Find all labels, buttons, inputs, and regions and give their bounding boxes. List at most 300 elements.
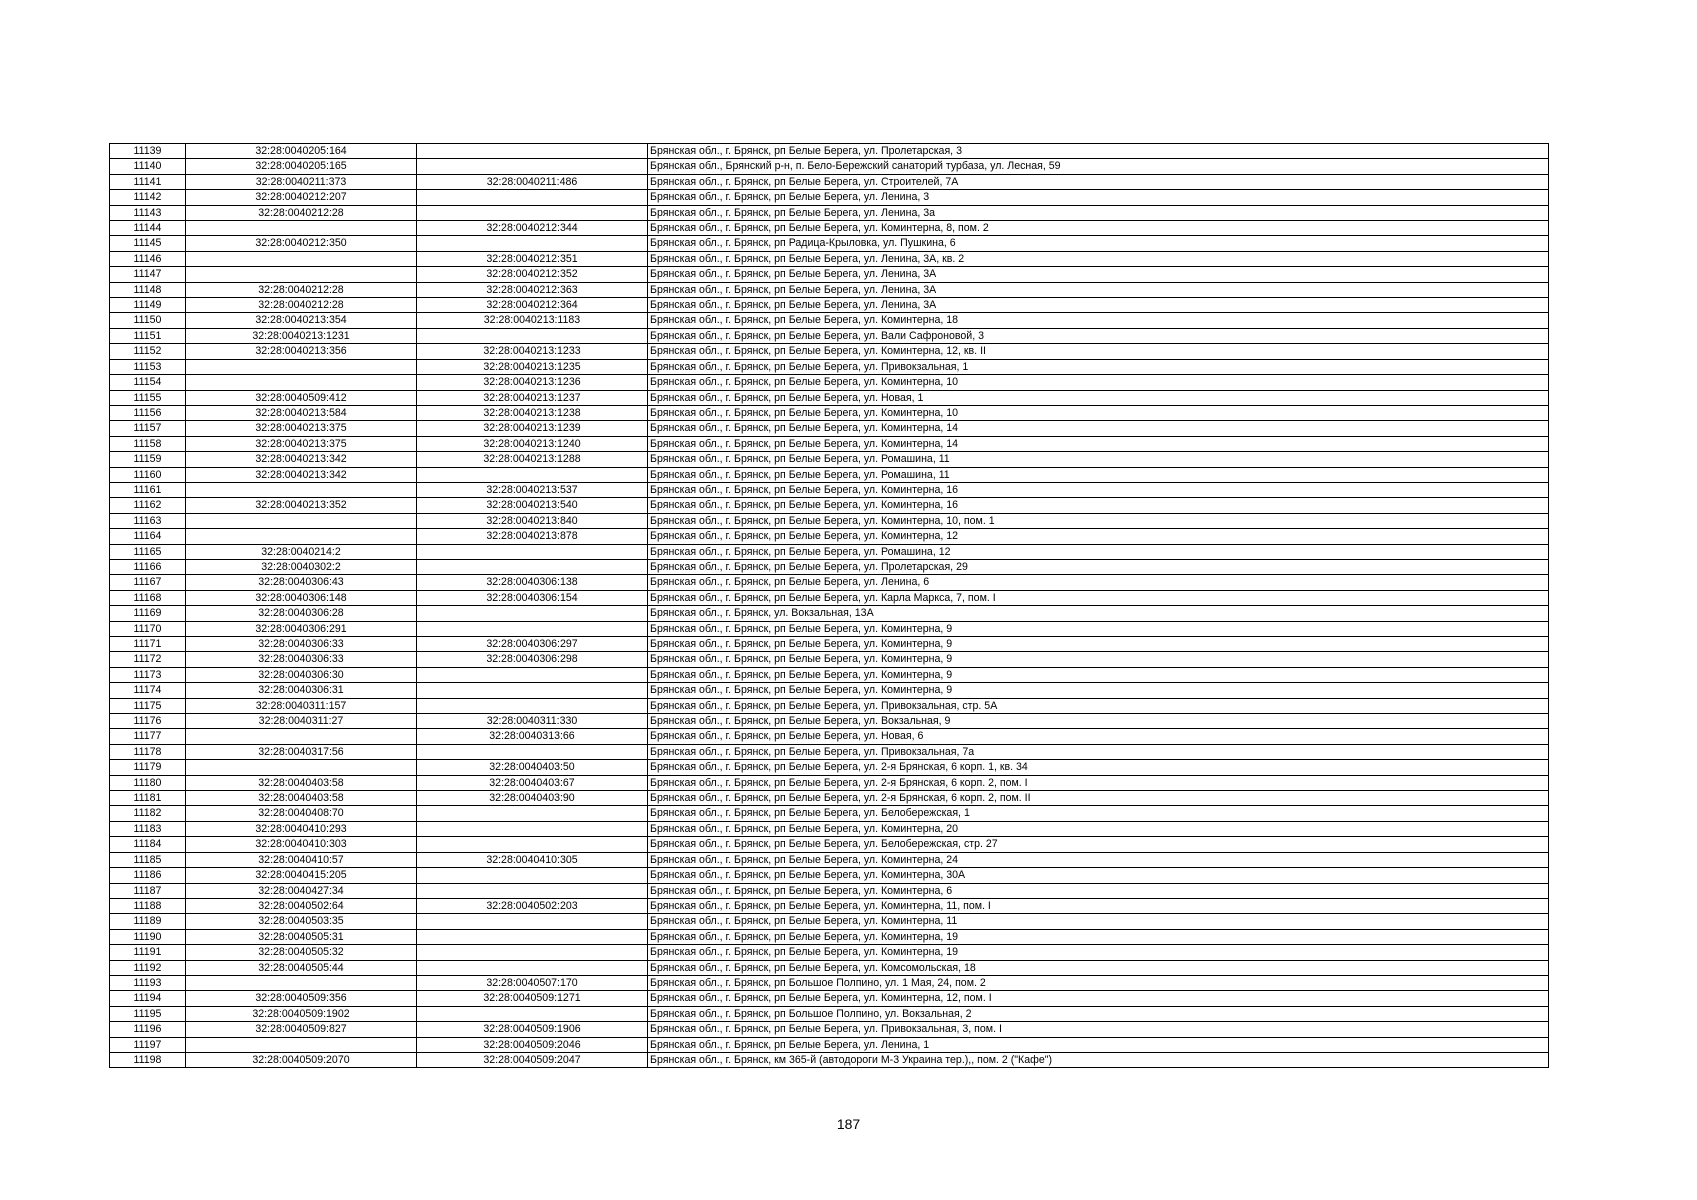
row-number-cell: 11189 [110, 914, 186, 929]
row-number-cell: 11187 [110, 883, 186, 898]
table-row [110, 714, 1549, 729]
related-cadastral-number-cell: 32:28:0040403:50 [417, 760, 648, 775]
address-cell: Брянская обл., г. Брянск, рп Белые Берега, ул. Коминтерна, 9 [648, 683, 1549, 698]
table-row [110, 898, 1549, 913]
address-cell: Брянская обл., г. Брянск, рп Белые Берега, ул. Ромашина, 11 [648, 467, 1549, 482]
table-row [110, 791, 1549, 806]
row-number-cell: 11163 [110, 513, 186, 528]
row-number-cell: 11144 [110, 221, 186, 236]
related-cadastral-number-cell: 32:28:0040213:1238 [417, 405, 648, 420]
cadastral-number-cell: 32:28:0040505:32 [186, 945, 417, 960]
row-number-cell: 11190 [110, 929, 186, 944]
row-number-cell: 11159 [110, 452, 186, 467]
address-cell: Брянская обл., г. Брянск, рп Белые Берега, ул. Коминтерна, 6 [648, 883, 1549, 898]
related-cadastral-number-cell [417, 960, 648, 975]
address-cell: Брянская обл., г. Брянск, рп Белые Берега, ул. Коминтерна, 9 [648, 621, 1549, 636]
cadastral-number-cell: 32:28:0040213:1231 [186, 328, 417, 343]
cadastral-number-cell [186, 375, 417, 390]
related-cadastral-number-cell: 32:28:0040213:540 [417, 498, 648, 513]
table-row [110, 868, 1549, 883]
address-cell: Брянская обл., г. Брянск, рп Белые Берега, ул. Коминтерна, 18 [648, 313, 1549, 328]
table-row [110, 1037, 1549, 1052]
row-number-cell: 11198 [110, 1052, 186, 1067]
address-cell: Брянская обл., г. Брянск, рп Белые Берега, ул. Коминтерна, 20 [648, 821, 1549, 836]
cadastral-number-cell [186, 729, 417, 744]
cadastral-number-cell: 32:28:0040212:28 [186, 282, 417, 297]
cadastral-number-cell: 32:28:0040306:30 [186, 667, 417, 682]
address-cell: Брянская обл., г. Брянск, рп Белые Берега, ул. Коминтерна, 10, пом. 1 [648, 513, 1549, 528]
cadastral-number-cell: 32:28:0040403:58 [186, 791, 417, 806]
table-row [110, 298, 1549, 313]
registry-table [109, 143, 1549, 1068]
address-cell: Брянская обл., г. Брянск, рп Белые Берега, ул. 2-я Брянская, 6 корп. 1, кв. 34 [648, 760, 1549, 775]
cadastral-number-cell: 32:28:0040509:1902 [186, 1006, 417, 1021]
table-row [110, 929, 1549, 944]
table-row [110, 883, 1549, 898]
address-cell: Брянская обл., г. Брянск, рп Белые Берега, ул. Коминтерна, 16 [648, 482, 1549, 497]
address-cell: Брянская обл., г. Брянск, рп Белые Берега, ул. Ленина, 3А [648, 298, 1549, 313]
address-cell: Брянская обл., г. Брянск, рп Белые Берега, ул. Белобережская, стр. 27 [648, 837, 1549, 852]
cadastral-number-cell [186, 975, 417, 990]
address-cell: Брянская обл., г. Брянск, рп Белые Берега, ул. Коминтерна, 19 [648, 945, 1549, 960]
cadastral-number-cell: 32:28:0040505:44 [186, 960, 417, 975]
table-row [110, 467, 1549, 482]
row-number-cell: 11154 [110, 375, 186, 390]
cadastral-number-cell: 32:28:0040212:28 [186, 205, 417, 220]
related-cadastral-number-cell [417, 205, 648, 220]
cadastral-number-cell: 32:28:0040317:56 [186, 744, 417, 759]
row-number-cell: 11143 [110, 205, 186, 220]
table-row [110, 452, 1549, 467]
related-cadastral-number-cell: 32:28:0040213:1240 [417, 436, 648, 451]
table-row [110, 806, 1549, 821]
table-row [110, 575, 1549, 590]
cadastral-number-cell: 32:28:0040306:43 [186, 575, 417, 590]
row-number-cell: 11164 [110, 529, 186, 544]
cadastral-number-cell [186, 529, 417, 544]
cadastral-number-cell: 32:28:0040213:352 [186, 498, 417, 513]
row-number-cell: 11191 [110, 945, 186, 960]
related-cadastral-number-cell [417, 159, 648, 174]
address-cell: Брянская обл., г. Брянск, рп Белые Берега, ул. Ленина, 6 [648, 575, 1549, 590]
row-number-cell: 11157 [110, 421, 186, 436]
table-row [110, 975, 1549, 990]
related-cadastral-number-cell: 32:28:0040306:138 [417, 575, 648, 590]
address-cell: Брянская обл., г. Брянск, рп Белые Берега, ул. Коминтерна, 12, пом. I [648, 991, 1549, 1006]
address-cell: Брянская обл., г. Брянск, рп Белые Берега, ул. Ромашина, 11 [648, 452, 1549, 467]
row-number-cell: 11179 [110, 760, 186, 775]
related-cadastral-number-cell [417, 621, 648, 636]
related-cadastral-number-cell: 32:28:0040509:2047 [417, 1052, 648, 1067]
cadastral-number-cell: 32:28:0040213:375 [186, 436, 417, 451]
related-cadastral-number-cell [417, 837, 648, 852]
related-cadastral-number-cell [417, 883, 648, 898]
cadastral-number-cell: 32:28:0040503:35 [186, 914, 417, 929]
related-cadastral-number-cell [417, 559, 648, 574]
row-number-cell: 11147 [110, 267, 186, 282]
related-cadastral-number-cell: 32:28:0040212:364 [417, 298, 648, 313]
address-cell: Брянская обл., г. Брянск, рп Белые Берега, ул. Вокзальная, 9 [648, 714, 1549, 729]
row-number-cell: 11156 [110, 405, 186, 420]
table-row [110, 174, 1549, 189]
table-row [110, 529, 1549, 544]
related-cadastral-number-cell: 32:28:0040509:2046 [417, 1037, 648, 1052]
related-cadastral-number-cell: 32:28:0040212:363 [417, 282, 648, 297]
related-cadastral-number-cell: 32:28:0040313:66 [417, 729, 648, 744]
row-number-cell: 11139 [110, 144, 186, 159]
row-number-cell: 11180 [110, 775, 186, 790]
cadastral-number-cell: 32:28:0040311:27 [186, 714, 417, 729]
table-row [110, 852, 1549, 867]
cadastral-number-cell: 32:28:0040306:291 [186, 621, 417, 636]
address-cell: Брянская обл., г. Брянск, рп Белые Берега, ул. Ленина, 3А [648, 267, 1549, 282]
table-row [110, 1052, 1549, 1067]
row-number-cell: 11177 [110, 729, 186, 744]
cadastral-number-cell: 32:28:0040213:375 [186, 421, 417, 436]
address-cell: Брянская обл., г. Брянск, рп Белые Берега, ул. Коминтерна, 14 [648, 421, 1549, 436]
row-number-cell: 11155 [110, 390, 186, 405]
related-cadastral-number-cell: 32:28:0040213:840 [417, 513, 648, 528]
address-cell: Брянская обл., г. Брянск, рп Белые Берега, ул. Коминтерна, 10 [648, 405, 1549, 420]
table-row [110, 652, 1549, 667]
address-cell: Брянская обл., г. Брянск, рп Белые Берега, ул. Коминтерна, 12 [648, 529, 1549, 544]
address-cell: Брянская обл., г. Брянск, рп Белые Берега, ул. Коминтерна, 8, пом. 2 [648, 221, 1549, 236]
table-row [110, 991, 1549, 1006]
row-number-cell: 11184 [110, 837, 186, 852]
related-cadastral-number-cell: 32:28:0040213:1237 [417, 390, 648, 405]
cadastral-number-cell: 32:28:0040213:584 [186, 405, 417, 420]
address-cell: Брянская обл., г. Брянск, рп Белые Берега, ул. Комсомольская, 18 [648, 960, 1549, 975]
related-cadastral-number-cell [417, 236, 648, 251]
address-cell: Брянская обл., г. Брянск, рп Белые Берега, ул. Белобережская, 1 [648, 806, 1549, 821]
address-cell: Брянская обл., г. Брянск, рп Белые Берега, ул. Коминтерна, 24 [648, 852, 1549, 867]
cadastral-number-cell: 32:28:0040509:356 [186, 991, 417, 1006]
address-cell: Брянская обл., г. Брянск, рп Белые Берега, ул. Коминтерна, 11, пом. I [648, 898, 1549, 913]
row-number-cell: 11185 [110, 852, 186, 867]
table-row [110, 1022, 1549, 1037]
related-cadastral-number-cell [417, 683, 648, 698]
related-cadastral-number-cell [417, 945, 648, 960]
cadastral-number-cell: 32:28:0040410:293 [186, 821, 417, 836]
cadastral-number-cell: 32:28:0040306:28 [186, 606, 417, 621]
related-cadastral-number-cell: 32:28:0040509:1906 [417, 1022, 648, 1037]
address-cell: Брянская обл., г. Брянск, рп Белые Берега, ул. Привокзальная, 3, пом. I [648, 1022, 1549, 1037]
cadastral-number-cell: 32:28:0040427:34 [186, 883, 417, 898]
address-cell: Брянская обл., г. Брянск, рп Белые Берега, ул. 2-я Брянская, 6 корп. 2, пом. I [648, 775, 1549, 790]
related-cadastral-number-cell: 32:28:0040212:352 [417, 267, 648, 282]
cadastral-number-cell: 32:28:0040509:827 [186, 1022, 417, 1037]
cadastral-number-cell: 32:28:0040311:157 [186, 698, 417, 713]
address-cell: Брянская обл., г. Брянск, рп Белые Берега, ул. 2-я Брянская, 6 корп. 2, пом. II [648, 791, 1549, 806]
related-cadastral-number-cell: 32:28:0040306:298 [417, 652, 648, 667]
address-cell: Брянская обл., г. Брянск, рп Белые Берега, ул. Коминтерна, 30А [648, 868, 1549, 883]
related-cadastral-number-cell [417, 698, 648, 713]
cadastral-number-cell [186, 267, 417, 282]
related-cadastral-number-cell [417, 929, 648, 944]
row-number-cell: 11193 [110, 975, 186, 990]
related-cadastral-number-cell [417, 144, 648, 159]
address-cell: Брянская обл., г. Брянск, рп Белые Берега, ул. Коминтерна, 10 [648, 375, 1549, 390]
table-row [110, 683, 1549, 698]
related-cadastral-number-cell [417, 868, 648, 883]
row-number-cell: 11171 [110, 637, 186, 652]
cadastral-number-cell: 32:28:0040306:33 [186, 652, 417, 667]
address-cell: Брянская обл., г. Брянск, рп Большое Полпино, ул. Вокзальная, 2 [648, 1006, 1549, 1021]
table-row [110, 729, 1549, 744]
table-row [110, 421, 1549, 436]
row-number-cell: 11148 [110, 282, 186, 297]
related-cadastral-number-cell [417, 328, 648, 343]
address-cell: Брянская обл., г. Брянск, рп Белые Берега, ул. Пролетарская, 29 [648, 559, 1549, 574]
row-number-cell: 11169 [110, 606, 186, 621]
row-number-cell: 11174 [110, 683, 186, 698]
cadastral-number-cell: 32:28:0040212:207 [186, 190, 417, 205]
row-number-cell: 11196 [110, 1022, 186, 1037]
address-cell: Брянская обл., г. Брянск, рп Белые Берега, ул. Ленина, 3А, кв. 2 [648, 251, 1549, 266]
related-cadastral-number-cell [417, 544, 648, 559]
cadastral-number-cell: 32:28:0040306:33 [186, 637, 417, 652]
row-number-cell: 11152 [110, 344, 186, 359]
address-cell: Брянская обл., г. Брянск, рп Белые Берега, ул. Ленина, 3 [648, 190, 1549, 205]
related-cadastral-number-cell: 32:28:0040213:1239 [417, 421, 648, 436]
address-cell: Брянская обл., г. Брянск, рп Белые Берега, ул. Ленина, 3а [648, 205, 1549, 220]
row-number-cell: 11162 [110, 498, 186, 513]
address-cell: Брянская обл., г. Брянск, рп Большое Полпино, ул. 1 Мая, 24, пом. 2 [648, 975, 1549, 990]
table-row [110, 436, 1549, 451]
table-row [110, 945, 1549, 960]
row-number-cell: 11186 [110, 868, 186, 883]
cadastral-number-cell: 32:28:0040212:350 [186, 236, 417, 251]
address-cell: Брянская обл., г. Брянск, рп Белые Берега, ул. Коминтерна, 9 [648, 652, 1549, 667]
row-number-cell: 11194 [110, 991, 186, 1006]
related-cadastral-number-cell: 32:28:0040306:297 [417, 637, 648, 652]
row-number-cell: 11175 [110, 698, 186, 713]
address-cell: Брянская обл., г. Брянск, рп Белые Берега, ул. Ленина, 1 [648, 1037, 1549, 1052]
row-number-cell: 11141 [110, 174, 186, 189]
row-number-cell: 11182 [110, 806, 186, 821]
table-row [110, 1006, 1549, 1021]
cadastral-number-cell: 32:28:0040211:373 [186, 174, 417, 189]
related-cadastral-number-cell [417, 821, 648, 836]
related-cadastral-number-cell [417, 190, 648, 205]
address-cell: Брянская обл., г. Брянск, рп Белые Берега, ул. Коминтерна, 12, кв. II [648, 344, 1549, 359]
cadastral-number-cell: 32:28:0040410:57 [186, 852, 417, 867]
table-row [110, 375, 1549, 390]
cadastral-number-cell: 32:28:0040306:148 [186, 590, 417, 605]
row-number-cell: 11173 [110, 667, 186, 682]
related-cadastral-number-cell [417, 1006, 648, 1021]
related-cadastral-number-cell: 32:28:0040213:878 [417, 529, 648, 544]
row-number-cell: 11197 [110, 1037, 186, 1052]
related-cadastral-number-cell: 32:28:0040213:1233 [417, 344, 648, 359]
row-number-cell: 11181 [110, 791, 186, 806]
related-cadastral-number-cell: 32:28:0040211:486 [417, 174, 648, 189]
table-row [110, 667, 1549, 682]
cadastral-number-cell: 32:28:0040502:64 [186, 898, 417, 913]
row-number-cell: 11160 [110, 467, 186, 482]
cadastral-number-cell: 32:28:0040214:2 [186, 544, 417, 559]
related-cadastral-number-cell [417, 467, 648, 482]
address-cell: Брянская обл., г. Брянск, рп Белые Берега, ул. Вали Сафроновой, 3 [648, 328, 1549, 343]
table-row [110, 236, 1549, 251]
cadastral-number-cell: 32:28:0040213:342 [186, 467, 417, 482]
related-cadastral-number-cell: 32:28:0040509:1271 [417, 991, 648, 1006]
row-number-cell: 11151 [110, 328, 186, 343]
cadastral-number-cell: 32:28:0040205:165 [186, 159, 417, 174]
related-cadastral-number-cell: 32:28:0040212:344 [417, 221, 648, 236]
table-row [110, 205, 1549, 220]
address-cell: Брянская обл., г. Брянск, рп Белые Берега, ул. Привокзальная, 1 [648, 359, 1549, 374]
row-number-cell: 11158 [110, 436, 186, 451]
address-cell: Брянская обл., г. Брянск, рп Белые Берега, ул. Коминтерна, 11 [648, 914, 1549, 929]
table-row [110, 482, 1549, 497]
related-cadastral-number-cell: 32:28:0040410:305 [417, 852, 648, 867]
row-number-cell: 11170 [110, 621, 186, 636]
cadastral-number-cell: 32:28:0040205:164 [186, 144, 417, 159]
address-cell: Брянская обл., г. Брянск, рп Белые Берега, ул. Ленина, 3А [648, 282, 1549, 297]
row-number-cell: 11140 [110, 159, 186, 174]
table-row [110, 344, 1549, 359]
address-cell: Брянская обл., г. Брянск, рп Белые Берега, ул. Привокзальная, стр. 5А [648, 698, 1549, 713]
address-cell: Брянская обл., г. Брянск, рп Белые Берега, ул. Коминтерна, 16 [648, 498, 1549, 513]
cadastral-number-cell [186, 760, 417, 775]
address-cell: Брянская обл., г. Брянск, рп Радица-Крыловка, ул. Пушкина, 6 [648, 236, 1549, 251]
table-row [110, 821, 1549, 836]
table-row [110, 760, 1549, 775]
address-cell: Брянская обл., г. Брянск, км 365-й (автодороги М-3 Украина тер.),, пом. 2 ("Кафе") [648, 1052, 1549, 1067]
table-row [110, 144, 1549, 159]
related-cadastral-number-cell: 32:28:0040311:330 [417, 714, 648, 729]
row-number-cell: 11176 [110, 714, 186, 729]
cadastral-number-cell: 32:28:0040306:31 [186, 683, 417, 698]
related-cadastral-number-cell: 32:28:0040213:1236 [417, 375, 648, 390]
table-row [110, 313, 1549, 328]
table-row [110, 328, 1549, 343]
address-cell: Брянская обл., Брянский р-н, п. Бело-Бережский санаторий турбаза, ул. Лесная, 59 [648, 159, 1549, 174]
row-number-cell: 11149 [110, 298, 186, 313]
row-number-cell: 11161 [110, 482, 186, 497]
table-row [110, 698, 1549, 713]
cadastral-number-cell: 32:28:0040213:342 [186, 452, 417, 467]
table-row [110, 251, 1549, 266]
table-row [110, 513, 1549, 528]
table-row [110, 744, 1549, 759]
address-cell: Брянская обл., г. Брянск, рп Белые Берега, ул. Новая, 1 [648, 390, 1549, 405]
cadastral-number-cell: 32:28:0040509:412 [186, 390, 417, 405]
related-cadastral-number-cell [417, 744, 648, 759]
address-cell: Брянская обл., г. Брянск, рп Белые Берега, ул. Привокзальная, 7а [648, 744, 1549, 759]
table-row [110, 914, 1549, 929]
cadastral-number-cell [186, 1037, 417, 1052]
table-row [110, 606, 1549, 621]
row-number-cell: 11146 [110, 251, 186, 266]
cadastral-number-cell [186, 221, 417, 236]
row-number-cell: 11178 [110, 744, 186, 759]
table-row [110, 190, 1549, 205]
related-cadastral-number-cell: 32:28:0040213:537 [417, 482, 648, 497]
table-row [110, 282, 1549, 297]
related-cadastral-number-cell: 32:28:0040502:203 [417, 898, 648, 913]
related-cadastral-number-cell [417, 806, 648, 821]
cadastral-number-cell: 32:28:0040505:31 [186, 929, 417, 944]
address-cell: Брянская обл., г. Брянск, ул. Вокзальная, 13А [648, 606, 1549, 621]
table-row [110, 559, 1549, 574]
cadastral-number-cell [186, 513, 417, 528]
cadastral-number-cell: 32:28:0040213:356 [186, 344, 417, 359]
related-cadastral-number-cell [417, 667, 648, 682]
table-row [110, 637, 1549, 652]
row-number-cell: 11183 [110, 821, 186, 836]
table-row [110, 960, 1549, 975]
row-number-cell: 11188 [110, 898, 186, 913]
related-cadastral-number-cell [417, 914, 648, 929]
address-cell: Брянская обл., г. Брянск, рп Белые Берега, ул. Строителей, 7А [648, 174, 1549, 189]
table-row [110, 359, 1549, 374]
related-cadastral-number-cell: 32:28:0040212:351 [417, 251, 648, 266]
table-row [110, 837, 1549, 852]
cadastral-number-cell: 32:28:0040408:70 [186, 806, 417, 821]
related-cadastral-number-cell: 32:28:0040306:154 [417, 590, 648, 605]
table-row [110, 390, 1549, 405]
cadastral-number-cell [186, 359, 417, 374]
table-row [110, 590, 1549, 605]
row-number-cell: 11172 [110, 652, 186, 667]
row-number-cell: 11192 [110, 960, 186, 975]
page-number: 187 [836, 1116, 861, 1132]
address-cell: Брянская обл., г. Брянск, рп Белые Берега, ул. Коминтерна, 19 [648, 929, 1549, 944]
address-cell: Брянская обл., г. Брянск, рп Белые Берега, ул. Коминтерна, 9 [648, 667, 1549, 682]
row-number-cell: 11150 [110, 313, 186, 328]
table-row [110, 498, 1549, 513]
related-cadastral-number-cell: 32:28:0040507:170 [417, 975, 648, 990]
cadastral-number-cell: 32:28:0040302:2 [186, 559, 417, 574]
table-row [110, 544, 1549, 559]
address-cell: Брянская обл., г. Брянск, рп Белые Берега, ул. Коминтерна, 14 [648, 436, 1549, 451]
cadastral-number-cell: 32:28:0040213:354 [186, 313, 417, 328]
table-row [110, 405, 1549, 420]
address-cell: Брянская обл., г. Брянск, рп Белые Берега, ул. Коминтерна, 9 [648, 637, 1549, 652]
related-cadastral-number-cell: 32:28:0040213:1235 [417, 359, 648, 374]
address-cell: Брянская обл., г. Брянск, рп Белые Берега, ул. Новая, 6 [648, 729, 1549, 744]
related-cadastral-number-cell: 32:28:0040403:90 [417, 791, 648, 806]
row-number-cell: 11142 [110, 190, 186, 205]
registry-table-body [110, 144, 1549, 1068]
cadastral-number-cell [186, 482, 417, 497]
row-number-cell: 11166 [110, 559, 186, 574]
row-number-cell: 11168 [110, 590, 186, 605]
cadastral-number-cell: 32:28:0040509:2070 [186, 1052, 417, 1067]
related-cadastral-number-cell: 32:28:0040213:1183 [417, 313, 648, 328]
related-cadastral-number-cell: 32:28:0040403:67 [417, 775, 648, 790]
table-row [110, 267, 1549, 282]
cadastral-number-cell [186, 251, 417, 266]
related-cadastral-number-cell [417, 606, 648, 621]
cadastral-number-cell: 32:28:0040212:28 [186, 298, 417, 313]
row-number-cell: 11165 [110, 544, 186, 559]
table-row [110, 621, 1549, 636]
table-row [110, 159, 1549, 174]
row-number-cell: 11167 [110, 575, 186, 590]
cadastral-number-cell: 32:28:0040415:205 [186, 868, 417, 883]
address-cell: Брянская обл., г. Брянск, рп Белые Берега, ул. Ромашина, 12 [648, 544, 1549, 559]
cadastral-number-cell: 32:28:0040410:303 [186, 837, 417, 852]
related-cadastral-number-cell: 32:28:0040213:1288 [417, 452, 648, 467]
row-number-cell: 11145 [110, 236, 186, 251]
row-number-cell: 11195 [110, 1006, 186, 1021]
table-row [110, 775, 1549, 790]
table-row [110, 221, 1549, 236]
address-cell: Брянская обл., г. Брянск, рп Белые Берега, ул. Карла Маркса, 7, пом. I [648, 590, 1549, 605]
